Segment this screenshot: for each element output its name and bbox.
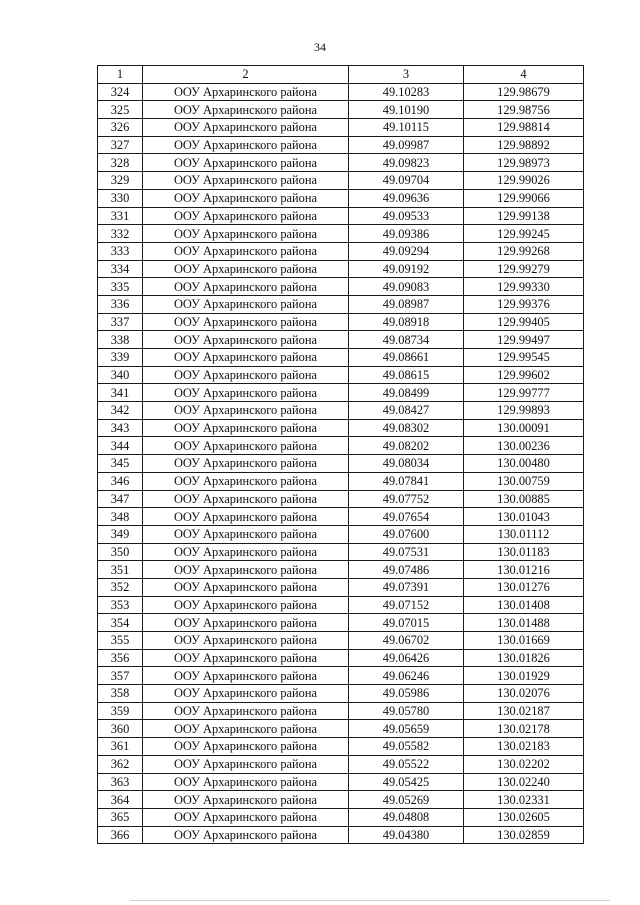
table-row (98, 119, 584, 137)
longitude-cell: 130.01408 (464, 596, 584, 614)
latitude-cell: 49.08302 (349, 419, 464, 437)
table-row (98, 808, 584, 826)
point-number-cell: 339 (98, 349, 143, 367)
longitude-cell: 129.98756 (464, 101, 584, 119)
organization-cell: ООУ Архаринского района (143, 154, 349, 172)
longitude-cell: 129.99497 (464, 331, 584, 349)
table-row (98, 154, 584, 172)
point-number-cell: 335 (98, 278, 143, 296)
point-number-cell: 327 (98, 136, 143, 154)
latitude-cell: 49.07654 (349, 508, 464, 526)
table-row (98, 596, 584, 614)
latitude-cell: 49.09386 (349, 225, 464, 243)
latitude-cell: 49.08427 (349, 402, 464, 420)
organization-cell: ООУ Архаринского района (143, 331, 349, 349)
longitude-cell: 129.98892 (464, 136, 584, 154)
point-number-cell: 347 (98, 490, 143, 508)
organization-cell: ООУ Архаринского района (143, 101, 349, 119)
table-row (98, 402, 584, 420)
latitude-cell: 49.08499 (349, 384, 464, 402)
organization-cell: ООУ Архаринского района (143, 632, 349, 650)
table-row (98, 508, 584, 526)
table-row (98, 242, 584, 260)
point-number-cell: 350 (98, 543, 143, 561)
table-row (98, 525, 584, 543)
longitude-cell: 129.99279 (464, 260, 584, 278)
longitude-cell: 130.01216 (464, 561, 584, 579)
organization-cell: ООУ Архаринского района (143, 295, 349, 313)
table-row (98, 278, 584, 296)
longitude-cell: 129.99376 (464, 295, 584, 313)
point-number-cell: 353 (98, 596, 143, 614)
organization-cell: ООУ Архаринского района (143, 455, 349, 473)
point-number-cell: 343 (98, 419, 143, 437)
latitude-cell: 49.08987 (349, 295, 464, 313)
point-number-cell: 334 (98, 260, 143, 278)
longitude-cell: 130.01276 (464, 578, 584, 596)
point-number-cell: 363 (98, 773, 143, 791)
point-number-cell: 351 (98, 561, 143, 579)
point-number-cell: 365 (98, 808, 143, 826)
table-row (98, 685, 584, 703)
table-row (98, 826, 584, 844)
point-number-cell: 331 (98, 207, 143, 225)
table-row (98, 331, 584, 349)
latitude-cell: 49.09192 (349, 260, 464, 278)
longitude-cell: 130.01488 (464, 614, 584, 632)
longitude-cell: 130.02605 (464, 808, 584, 826)
latitude-cell: 49.08034 (349, 455, 464, 473)
point-number-cell: 346 (98, 472, 143, 490)
point-number-cell: 337 (98, 313, 143, 331)
point-number-cell: 356 (98, 649, 143, 667)
organization-cell: ООУ Архаринского района (143, 437, 349, 455)
point-number-cell: 332 (98, 225, 143, 243)
table-row (98, 83, 584, 101)
point-number-cell: 364 (98, 791, 143, 809)
latitude-cell: 49.04380 (349, 826, 464, 844)
organization-cell: ООУ Архаринского района (143, 366, 349, 384)
latitude-cell: 49.08615 (349, 366, 464, 384)
table-row (98, 295, 584, 313)
longitude-cell: 130.01043 (464, 508, 584, 526)
point-number-cell: 358 (98, 685, 143, 703)
organization-cell: ООУ Архаринского района (143, 207, 349, 225)
longitude-cell: 130.01929 (464, 667, 584, 685)
point-number-cell: 362 (98, 755, 143, 773)
longitude-cell: 130.02187 (464, 702, 584, 720)
longitude-cell: 130.02240 (464, 773, 584, 791)
latitude-cell: 49.07015 (349, 614, 464, 632)
longitude-cell: 130.00759 (464, 472, 584, 490)
latitude-cell: 49.07486 (349, 561, 464, 579)
latitude-cell: 49.07391 (349, 578, 464, 596)
point-number-cell: 333 (98, 242, 143, 260)
longitude-cell: 130.02331 (464, 791, 584, 809)
table-row (98, 101, 584, 119)
organization-cell: ООУ Архаринского района (143, 543, 349, 561)
longitude-cell: 130.01669 (464, 632, 584, 650)
latitude-cell: 49.05780 (349, 702, 464, 720)
longitude-cell: 129.99545 (464, 349, 584, 367)
latitude-cell: 49.10115 (349, 119, 464, 137)
organization-cell: ООУ Архаринского района (143, 172, 349, 190)
column-header-3: 3 (349, 66, 464, 84)
point-number-cell: 328 (98, 154, 143, 172)
organization-cell: ООУ Архаринского района (143, 738, 349, 756)
longitude-cell: 129.99066 (464, 189, 584, 207)
point-number-cell: 344 (98, 437, 143, 455)
table-row (98, 720, 584, 738)
latitude-cell: 49.09533 (349, 207, 464, 225)
point-number-cell: 336 (98, 295, 143, 313)
longitude-cell: 129.99405 (464, 313, 584, 331)
organization-cell: ООУ Архаринского района (143, 508, 349, 526)
latitude-cell: 49.07531 (349, 543, 464, 561)
table-row (98, 455, 584, 473)
latitude-cell: 49.07841 (349, 472, 464, 490)
latitude-cell: 49.09987 (349, 136, 464, 154)
latitude-cell: 49.08918 (349, 313, 464, 331)
longitude-cell: 129.99245 (464, 225, 584, 243)
latitude-cell: 49.06246 (349, 667, 464, 685)
table-row (98, 472, 584, 490)
organization-cell: ООУ Архаринского района (143, 490, 349, 508)
organization-cell: ООУ Архаринского района (143, 702, 349, 720)
table-row (98, 419, 584, 437)
longitude-cell: 130.02178 (464, 720, 584, 738)
table-row (98, 561, 584, 579)
point-number-cell: 341 (98, 384, 143, 402)
latitude-cell: 49.07752 (349, 490, 464, 508)
longitude-cell: 130.02183 (464, 738, 584, 756)
organization-cell: ООУ Архаринского района (143, 260, 349, 278)
point-number-cell: 361 (98, 738, 143, 756)
longitude-cell: 130.02859 (464, 826, 584, 844)
longitude-cell: 130.00480 (464, 455, 584, 473)
organization-cell: ООУ Архаринского района (143, 525, 349, 543)
table-row (98, 667, 584, 685)
longitude-cell: 130.01112 (464, 525, 584, 543)
organization-cell: ООУ Архаринского района (143, 685, 349, 703)
organization-cell: ООУ Архаринского района (143, 578, 349, 596)
longitude-cell: 130.02076 (464, 685, 584, 703)
organization-cell: ООУ Архаринского района (143, 755, 349, 773)
point-number-cell: 325 (98, 101, 143, 119)
organization-cell: ООУ Архаринского района (143, 649, 349, 667)
longitude-cell: 130.00885 (464, 490, 584, 508)
scan-edge-line (130, 900, 610, 901)
latitude-cell: 49.09823 (349, 154, 464, 172)
table-row (98, 172, 584, 190)
organization-cell: ООУ Архаринского района (143, 667, 349, 685)
longitude-cell: 130.02202 (464, 755, 584, 773)
table-row (98, 313, 584, 331)
organization-cell: ООУ Архаринского района (143, 791, 349, 809)
organization-cell: ООУ Архаринского района (143, 596, 349, 614)
organization-cell: ООУ Архаринского района (143, 472, 349, 490)
table-row (98, 225, 584, 243)
latitude-cell: 49.05986 (349, 685, 464, 703)
longitude-cell: 129.99602 (464, 366, 584, 384)
organization-cell: ООУ Архаринского района (143, 720, 349, 738)
organization-cell: ООУ Архаринского района (143, 614, 349, 632)
table-row (98, 632, 584, 650)
latitude-cell: 49.10190 (349, 101, 464, 119)
organization-cell: ООУ Архаринского района (143, 349, 349, 367)
latitude-cell: 49.08202 (349, 437, 464, 455)
table-row (98, 543, 584, 561)
longitude-cell: 129.99138 (464, 207, 584, 225)
latitude-cell: 49.10283 (349, 83, 464, 101)
longitude-cell: 129.98814 (464, 119, 584, 137)
latitude-cell: 49.09636 (349, 189, 464, 207)
latitude-cell: 49.05425 (349, 773, 464, 791)
table-row (98, 738, 584, 756)
point-number-cell: 354 (98, 614, 143, 632)
longitude-cell: 130.00236 (464, 437, 584, 455)
organization-cell: ООУ Архаринского района (143, 402, 349, 420)
latitude-cell: 49.06702 (349, 632, 464, 650)
column-header-2: 2 (143, 66, 349, 84)
table-row (98, 189, 584, 207)
table-row (98, 136, 584, 154)
table-row (98, 384, 584, 402)
longitude-cell: 129.99268 (464, 242, 584, 260)
organization-cell: ООУ Архаринского района (143, 773, 349, 791)
organization-cell: ООУ Архаринского района (143, 808, 349, 826)
organization-cell: ООУ Архаринского района (143, 225, 349, 243)
point-number-cell: 349 (98, 525, 143, 543)
table-row (98, 578, 584, 596)
point-number-cell: 338 (98, 331, 143, 349)
organization-cell: ООУ Архаринского района (143, 119, 349, 137)
point-number-cell: 355 (98, 632, 143, 650)
point-number-cell: 326 (98, 119, 143, 137)
table-row (98, 791, 584, 809)
longitude-cell: 129.99330 (464, 278, 584, 296)
table-row (98, 773, 584, 791)
latitude-cell: 49.08661 (349, 349, 464, 367)
point-number-cell: 366 (98, 826, 143, 844)
organization-cell: ООУ Архаринского района (143, 278, 349, 296)
latitude-cell: 49.04808 (349, 808, 464, 826)
point-number-cell: 352 (98, 578, 143, 596)
latitude-cell: 49.05582 (349, 738, 464, 756)
organization-cell: ООУ Архаринского района (143, 561, 349, 579)
organization-cell: ООУ Архаринского района (143, 384, 349, 402)
table-header-row (98, 66, 584, 84)
table-row (98, 437, 584, 455)
organization-cell: ООУ Архаринского района (143, 189, 349, 207)
longitude-cell: 129.98679 (464, 83, 584, 101)
table-row (98, 207, 584, 225)
longitude-cell: 129.99777 (464, 384, 584, 402)
longitude-cell: 129.99893 (464, 402, 584, 420)
point-number-cell: 359 (98, 702, 143, 720)
latitude-cell: 49.05522 (349, 755, 464, 773)
longitude-cell: 129.98973 (464, 154, 584, 172)
coordinates-table (97, 65, 584, 844)
longitude-cell: 130.01183 (464, 543, 584, 561)
organization-cell: ООУ Архаринского района (143, 83, 349, 101)
latitude-cell: 49.07152 (349, 596, 464, 614)
organization-cell: ООУ Архаринского района (143, 136, 349, 154)
longitude-cell: 129.99026 (464, 172, 584, 190)
table-row (98, 366, 584, 384)
table-row (98, 755, 584, 773)
point-number-cell: 330 (98, 189, 143, 207)
table-row (98, 614, 584, 632)
point-number-cell: 340 (98, 366, 143, 384)
latitude-cell: 49.09704 (349, 172, 464, 190)
point-number-cell: 348 (98, 508, 143, 526)
point-number-cell: 329 (98, 172, 143, 190)
latitude-cell: 49.07600 (349, 525, 464, 543)
column-header-1: 1 (98, 66, 143, 84)
table-row (98, 649, 584, 667)
organization-cell: ООУ Архаринского района (143, 313, 349, 331)
latitude-cell: 49.06426 (349, 649, 464, 667)
latitude-cell: 49.09294 (349, 242, 464, 260)
latitude-cell: 49.05269 (349, 791, 464, 809)
page-number: 34 (314, 40, 326, 54)
point-number-cell: 360 (98, 720, 143, 738)
table-row (98, 702, 584, 720)
latitude-cell: 49.09083 (349, 278, 464, 296)
organization-cell: ООУ Архаринского района (143, 826, 349, 844)
point-number-cell: 345 (98, 455, 143, 473)
point-number-cell: 342 (98, 402, 143, 420)
table-row (98, 349, 584, 367)
point-number-cell: 357 (98, 667, 143, 685)
latitude-cell: 49.08734 (349, 331, 464, 349)
longitude-cell: 130.00091 (464, 419, 584, 437)
table-row (98, 490, 584, 508)
column-header-4: 4 (464, 66, 584, 84)
longitude-cell: 130.01826 (464, 649, 584, 667)
point-number-cell: 324 (98, 83, 143, 101)
table-row (98, 260, 584, 278)
organization-cell: ООУ Архаринского района (143, 242, 349, 260)
table-body (98, 83, 584, 844)
latitude-cell: 49.05659 (349, 720, 464, 738)
organization-cell: ООУ Архаринского района (143, 419, 349, 437)
